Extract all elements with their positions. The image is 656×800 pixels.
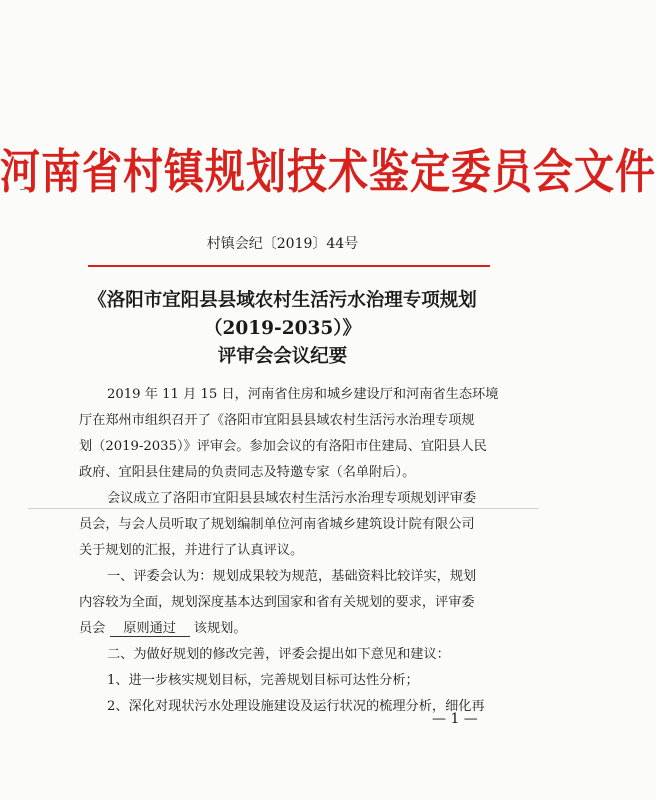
body-text-line: 员会，与会人员听取了规划编制单位河南省城乡建筑设计院有限公司 [79,517,475,532]
red-divider-line [88,265,490,267]
page-number: — 1 — [432,711,478,727]
document-number: 村镇会纪〔2019〕44号 [206,236,359,252]
document-title-line-2: （2019-2035）》 [204,318,361,339]
document-title-line-3: 评审会会议纪要 [217,346,348,367]
body-text-line: 二、为做好规划的修改完善，评委会提出如下意见和建议： [107,647,450,662]
body-text-line: 2、深化对现状污水处理设施建设及运行状况的梳理分析，细化再 [107,699,485,714]
scan-artifact-line [28,508,538,509]
body-text-line: 会议成立了洛阳市宜阳县县域农村生活污水治理专项规划评审委 [107,491,477,506]
body-text-prefix: 员会 [79,621,106,636]
body-text-line: 一、评委会认为：规划成果较为规范，基础资料比较详实，规划 [107,569,477,584]
body-text-line: 关于规划的汇报，并进行了认真评议。 [79,543,304,558]
body-text-line-with-blank [79,621,499,637]
body-text-line: 内容较为全面，规划深度基本达到国家和省有关规划的要求，评审委 [79,595,475,610]
body-text-line: 政府、宜阳县住建局的负责同志及特邀专家（名单附后）。 [79,465,416,480]
body-text-line: 厅在郑州市组织召开了《洛阳市宜阳县县域农村生活污水治理专项规 [79,413,475,428]
red-header-title: 河南省村镇规划技术鉴定委员会文件 [0,144,656,200]
body-text-line: 划（2019-2035）》评审会。参加会议的有洛阳市住建局、宜阳县人民 [79,439,487,454]
document-title-line-1: 《洛阳市宜阳县县域农村生活污水治理专项规划 [88,290,477,311]
body-text-line: 2019 年 11 月 15 日，河南省住房和城乡建设厅和河南省生态环境 [107,387,499,402]
body-text-line: 1、进一步核实规划目标，完善规划目标可达性分析； [107,673,419,688]
body-text-suffix: 该规划。 [193,621,247,636]
filled-blank-result: 原则通过 [110,622,190,637]
